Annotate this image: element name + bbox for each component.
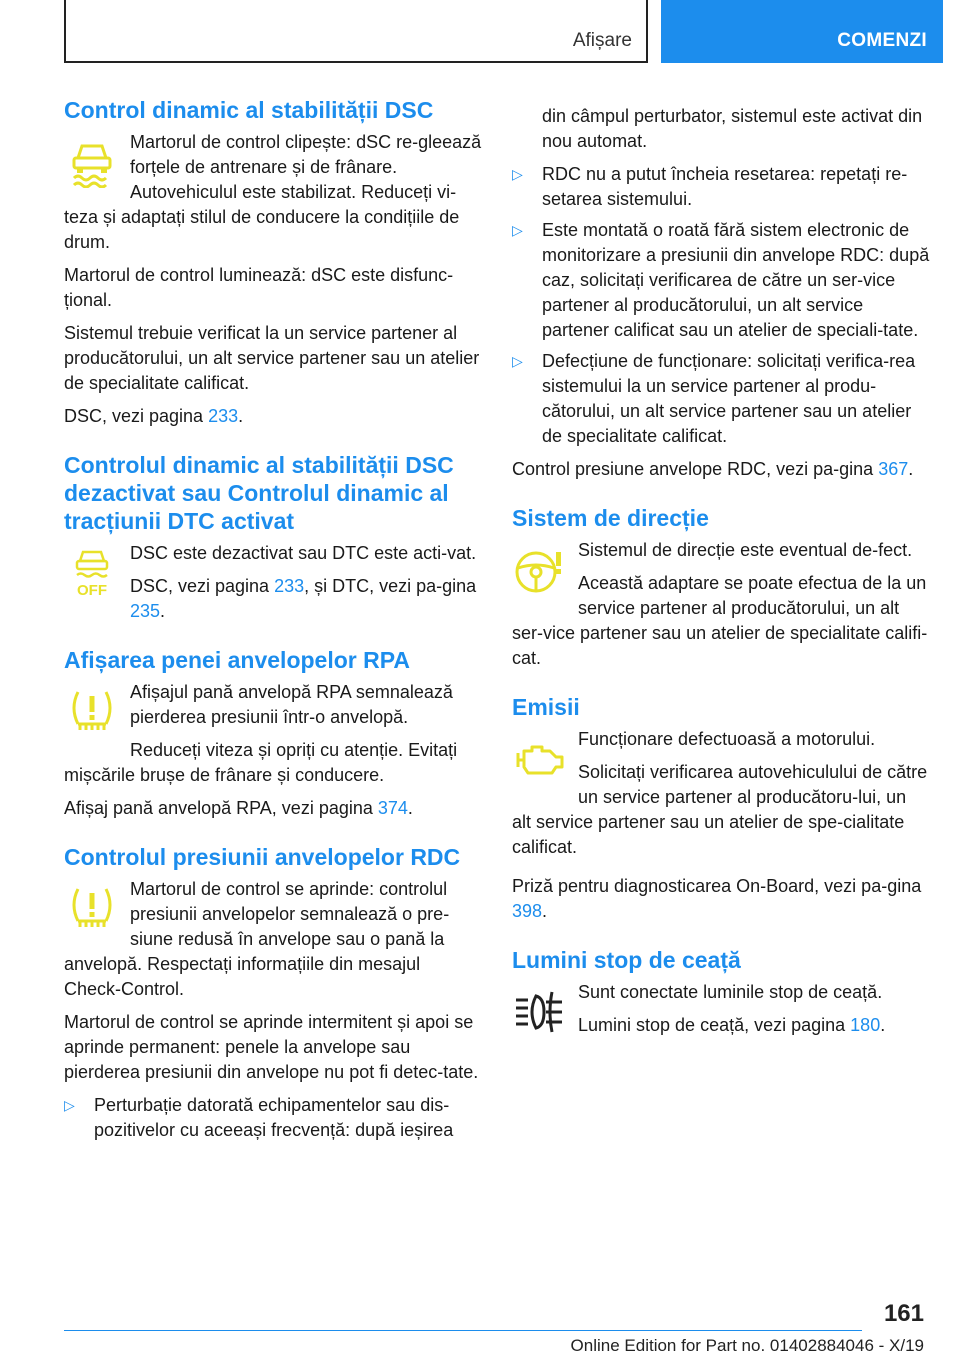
paragraph: Sunt conectate luminile stop de ceață. bbox=[578, 982, 883, 1002]
svg-text:OFF: OFF bbox=[77, 582, 107, 599]
page-link[interactable]: 180 bbox=[850, 1015, 881, 1035]
tire-pressure-warning-icon bbox=[64, 686, 120, 738]
triangle-bullet-icon: ▷ bbox=[64, 1097, 75, 1113]
paragraph: Martorul de control se aprinde: controlul presiunii anvelopelor semnalează o pre-siune redusă în anvelope sau o pană la anvelopă. Respectați informațiile din mesajul Check-Control. bbox=[64, 879, 450, 999]
section-dsc bbox=[64, 96, 482, 429]
header-tab-controls[interactable] bbox=[661, 0, 943, 63]
page-link[interactable]: 367 bbox=[878, 459, 909, 479]
right-column bbox=[512, 96, 930, 1046]
tire-pressure-warning-icon bbox=[64, 883, 120, 935]
paragraph: din câmpul perturbator, sistemul este activat din nou automat. bbox=[542, 106, 923, 151]
page-number: 161 bbox=[883, 1300, 924, 1327]
paragraph: Sistemul de direcție este eventual de-fect. bbox=[578, 540, 913, 560]
bullet-list bbox=[64, 1093, 482, 1143]
header-tab-display[interactable] bbox=[64, 0, 648, 63]
list-item: ▷ Defecțiune de funcționare: solicitați verifica-rea sistemului la un service partener al produ-cătorului, un alt service partener sau un atelier de specialitate calificat. bbox=[512, 351, 916, 446]
paragraph: DSC, vezi pagina 233. bbox=[64, 406, 244, 426]
section-title-emissions: Emisii bbox=[512, 694, 580, 720]
section-dsc-off bbox=[64, 451, 482, 624]
paragraph: Priză pentru diagnosticarea On-Board, vezi pa-gina 398. bbox=[512, 876, 922, 921]
left-column bbox=[64, 96, 482, 1151]
section-title-steering: Sistem de direcție bbox=[512, 505, 709, 531]
paragraph: Afișajul pană anvelopă RPA semnalează pierderea presiunii într-o anvelopă. bbox=[130, 682, 453, 727]
header-tab-controls-label: COMENZI bbox=[837, 30, 927, 51]
paragraph: Afișaj pană anvelopă RPA, vezi pagina 374. bbox=[64, 798, 413, 818]
footer-edition: Online Edition for Part no. 01402884046 - X/19 bbox=[570, 1336, 924, 1355]
list-item: ▷ RDC nu a putut încheia resetarea: repetați re-setarea sistemului. bbox=[512, 164, 908, 209]
section-rdc bbox=[64, 843, 482, 1143]
triangle-bullet-icon: ▷ bbox=[512, 166, 523, 182]
paragraph: Sistemul trebuie verificat la un service partener al producătorului, un alt service partener sau un atelier de specialitate calificat. bbox=[64, 323, 480, 393]
rear-fog-light-icon bbox=[512, 986, 568, 1038]
dsc-off-icon bbox=[64, 547, 120, 599]
paragraph: Martorul de control clipește: dSC re-gleează forțele de antrenare și de frânare. Autovehiculul este stabilizat. Reduceți vi-teza și adaptați stilul de conducere la condițiile de drum. bbox=[64, 132, 482, 252]
paragraph: Reduceți viteza și opriți cu atenție. Evitați mișcările brușe de frânare și conducere. bbox=[64, 740, 458, 785]
paragraph: Funcționare defectuoasă a motorului. bbox=[578, 729, 876, 749]
list-item: ▷ Perturbație datorată echipamentelor sau dis-pozitivelor cu aceeași frecvență: după ieșirea bbox=[64, 1095, 454, 1140]
section-title-rdc: Controlul presiunii anvelopelor RDC bbox=[64, 844, 461, 870]
engine-check-icon bbox=[512, 733, 568, 785]
section-title-dsc: Control dinamic al stabilității DSC bbox=[64, 97, 434, 123]
list-item: ▷ Este montată o roată fără sistem electronic de monitorizare a presiunii din anvelope RDC: după caz, solicitați verificarea de către un ser-vice partener al producătorului, un alt service partener calificat sau un atelier de speciali-tate. bbox=[512, 220, 930, 340]
page-link[interactable]: 233 bbox=[208, 406, 239, 426]
section-fog-lights bbox=[512, 946, 930, 1038]
section-title-fog-lights: Lumini stop de ceață bbox=[512, 947, 741, 973]
paragraph: Martorul de control luminează: dSC este disfunc-țional. bbox=[64, 265, 454, 310]
paragraph: Martorul de control se aprinde intermitent și apoi se aprinde permanent: penele la anvelope sau pierderea presiunii din anvelope nu pot fi detec-tate. bbox=[64, 1012, 479, 1082]
paragraph: DSC este dezactivat sau DTC este acti-vat. bbox=[130, 543, 477, 563]
header-tab-display-label: Afișare bbox=[572, 30, 632, 51]
footer-divider bbox=[64, 1330, 862, 1331]
page-link[interactable]: 374 bbox=[377, 798, 408, 818]
steering-fault-icon bbox=[512, 544, 568, 596]
section-rpa bbox=[64, 646, 482, 821]
triangle-bullet-icon: ▷ bbox=[512, 353, 523, 369]
page-link[interactable]: 398 bbox=[512, 901, 543, 921]
page-link[interactable]: 235 bbox=[130, 601, 161, 621]
section-title-dsc-off: Controlul dinamic al stabilității DSC dezactivat sau Controlul dinamic al tracțiunii DTC activat bbox=[64, 452, 454, 534]
section-emissions bbox=[512, 693, 930, 924]
triangle-bullet-icon: ▷ bbox=[512, 222, 523, 238]
paragraph: Control presiune anvelope RDC, vezi pa-gina 367. bbox=[512, 459, 914, 479]
paragraph: Lumini stop de ceață, vezi pagina 180. bbox=[578, 1015, 886, 1035]
bullet-list bbox=[512, 162, 930, 449]
paragraph: Această adaptare se poate efectua de la un service partener al producătorului, un alt ser-vice partener sau un atelier de specialitate califi-cat. bbox=[512, 573, 928, 668]
paragraph: DSC, vezi pagina 233, și DTC, vezi pa-gina 235. bbox=[130, 576, 477, 621]
section-title-rpa: Afișarea penei anvelopelor RPA bbox=[64, 647, 410, 673]
section-steering bbox=[512, 504, 930, 671]
page-link[interactable]: 233 bbox=[274, 576, 305, 596]
dsc-warning-icon bbox=[64, 136, 120, 188]
paragraph: Solicitați verificarea autovehiculului de către un service partener al producătoru-lui, un alt service partener sau un atelier de spe-cialitate calificat. bbox=[512, 762, 928, 857]
